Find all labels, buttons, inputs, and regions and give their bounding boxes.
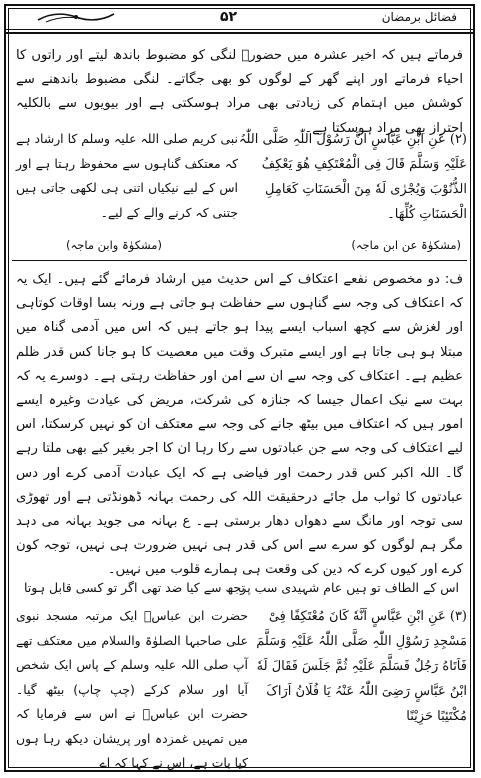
ornament-icon <box>36 10 116 24</box>
hadith-2-arabic: (۲) عَنِ ابْنِ عَبَّاسٍ اَنَّ رَسُوْلَ اللّٰہِ صَلَّی اللّٰہُ عَلَیْہِ وَسَلَّمَ قَالَ فِی الْمُعْتَکِفِ هُوَ یَعْکِفُ الذُّنُوْبَ وَیُجْرٰی لَهٗ مِنَ الْحَسَنَاتِ کَعَامِلِ الْحَسَنَاتِ کُلِّهَا۔ <box>238 132 467 222</box>
divider <box>12 260 467 261</box>
running-title: فضائل برمضان <box>381 10 457 24</box>
hadith-3-arabic: (۳) عَنِ ابْنِ عَبَّاسٍ اَنَّهٗ کَانَ مُعْتَکِفًا فِیْ مَسْجِدِ رَسُوْلِ اللّٰہِ صَلَّی اللّٰہُ عَلَیْہِ وَسَلَّمَ فَاَتَاهُ رَجُلٌ فَسَلَّمَ عَلَیْہِ ثُمَّ جَلَسَ فَقَالَ لَهٗ ابْنُ عَبَّاسٍ رَضِیَ اللّٰہُ عَنْہُ یَا فُلَانُ اَرَاکَ مُکْتَئِبًا حَزِیْنًا <box>256 609 467 724</box>
fawaid-paragraph: ف: دو مخصوص نفعے اعتکاف کے اس حدیث میں ارشاد فرمائے گئے ہیں۔ ایک یہ کہ اعتکاف کی وجہ سے گناہوں سے حفاظت ہو جاتی ہے ورنہ بسا اوقات کوتاہی اور لغزش سے کچھ اسباب ایسے پیدا ہو جاتے ہیں کہ اس میں آدمی گناہ میں مبتلا ہو ہی جاتا ہے اور ایسے متبرک وقت میں معصیت کا ہو جانا کس قدر ظلم عظیم ہے۔ اعتکاف کی وجہ سے ان سے امن اور حفاظت رہتی ہے۔ دوسرے یہ کہ بہت سے نیک اعمال جیسا کہ جنازہ کی شرکت، مریض کی عیادت وغیرہ ایسے امور ہیں کہ اعتکاف میں بیٹھ جانے کی وجہ سے معتکف ان کو نہیں کرسکتا، اس لیے اعتکاف کی وجہ سے جن عبادتوں سے رکا رہا ان کا اجر بغیر کیے بھی ملتا رہے گا۔ اللہ اکبر کس قدر رحمت اور فیاضی ہے کہ ایک عبادت آدمی کرے اور دس عبادتوں کا ثواب مل جائے درحقیقت اللہ کی رحمت بہانہ ڈھونڈتی ہے اور تھوڑی سی توجہ اور مانگ سے دھواں دھار برستی ہے۔ ع بہانہ می جوید بہانہ می دہد مگر ہم لوگوں کو سرے سے اس کی قدر ہی نہیں ضرورت ہی نہیں، توجہ کون کرے اور کیوں کرے کہ دین کی وقعت ہی ہمارے قلوب میں نہیں۔ <box>16 272 463 578</box>
page-number: ۵۲ <box>220 9 238 25</box>
hadith-2-urdu-reference: (مشکوٰۃ وابن ماجہ) <box>66 238 162 252</box>
verse-right: اس کے الطاف تو ہیں عام شہیدی سب پر <box>240 580 459 595</box>
book-page <box>4 4 475 772</box>
page-header <box>6 6 473 34</box>
intro-paragraph: فرماتے ہیں کہ اخیر عشرہ میں حضورؐ لنگی کو مضبوط باندھ لیتے اور راتوں کا احیاء فرماتے اور اپنے گھر کے لوگوں کو بھی جگاتے۔ لنگی مضبوط باندھنے سے کوشش میں اہتمام کی زیادتی بھی مراد ہوسکتی ہے اور بیویوں سے بالکلیہ احتراز بھی مراد ہوسکتا ہے۔ <box>16 48 463 136</box>
hadith-3-urdu: حضرت ابن عباسؓ ایک مرتبہ مسجد نبوی علی صاحبہا الصلوٰۃ والسلام میں معتکف تھے آپ صلی اللہ علیہ وسلم کے پاس ایک شخص آیا اور سلام کرکے (چپ چاپ) بیٹھ گیا۔ حضرت ابن عباسؓ نے اس سے فرمایا کہ میں تمہیں غمزدہ اور پریشان دیکھ رہا ہوں کیا بات ہے، اس نے کہا کہ اے <box>16 608 248 770</box>
hadith-2-arabic-reference: (مشکوٰۃ عن ابن ماجہ) <box>351 238 461 252</box>
verse-left: تجھ سے کیا ضد تھی اگر تو کسی قابل ہوتا <box>24 580 245 595</box>
hadith-2-urdu: نبی کریم صلی اللہ علیہ وسلم کا ارشاد ہے کہ معتکف گناہوں سے محفوظ رہتا ہے اور اس کے لیے نیکیاں اتنی ہی لکھی جاتی ہیں جتنی کہ کرنے والے کے لیے۔ <box>16 131 238 220</box>
